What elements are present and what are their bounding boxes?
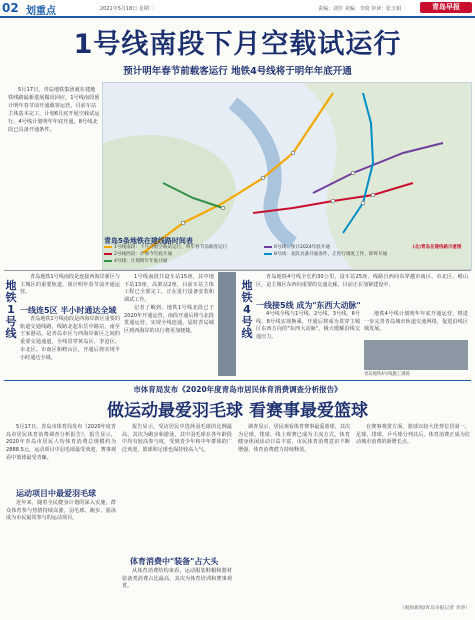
article2-subhead1: 运动项目中最爱羽毛球	[16, 489, 96, 498]
legend-item	[104, 259, 167, 266]
map-tag: (北)青岛在建线路示意图	[412, 245, 462, 250]
article2-para: 调查显示，居民观看体育赛事最爱篮球，其次为足球、排球，线上观赛已成为主流方式，体育健身休闲活动日益丰富，市民体育消费意识不断增强，体育消费潜力持续释放。	[238, 424, 350, 454]
article2-col1	[6, 424, 116, 463]
right-article-para: 4号线全线与1号线、2号线、3号线、6号线、8号线实现换乘，开通后将成为贯穿主城区东西方向的"东西大动脉"，极大缓解沿线交通压力。	[256, 311, 360, 341]
legend-item	[264, 245, 330, 252]
left-article-col2	[124, 274, 214, 336]
main-subheadline: 预计明年春节前载客运行 地铁4号线将于明年年底开通	[123, 66, 352, 77]
right-article-col1	[256, 274, 468, 289]
article2-para: 近年来，随着全民健身计划的深入实施，群众体育参与热情持续高涨，羽毛球、跑步、游泳成为市民最常参与的运动项目。	[6, 500, 116, 522]
right-article-col3	[364, 311, 468, 334]
legend-item-text: 4号线：计划明年年底开通	[114, 259, 168, 264]
left-article-subhead: 一线连5区 半小时通达全域	[20, 306, 117, 315]
right-article-caption: 青岛地铁4号线施工现场	[364, 372, 410, 377]
editor-credits: 责编：刘佳 美编：李琦 审读：张玉娟	[318, 6, 402, 12]
legend-item	[104, 252, 172, 259]
issue-date: 2021年5月18日 星期二	[100, 6, 154, 12]
legend-item-text: 6号线：预计2024年底开通	[274, 245, 330, 250]
article2-col2	[122, 424, 232, 455]
page-header	[0, 0, 475, 18]
article2-subhead2: 体育消费中"装备"占大头	[130, 557, 219, 566]
legend-item-text: 8号线：北段具备开通条件，正进行调度工作，即将开通	[274, 252, 388, 257]
right-article-col2	[256, 311, 360, 342]
section-divider	[4, 380, 471, 381]
article2-para: 报告显示，受访居民中选择羽毛球的比例最高，其次为跑步和游泳，其中羽毛球在各年龄段中均有较高参与度，受到青少年和中年群体的广泛欢迎，篮球和足球也保持较高人气。	[122, 424, 232, 454]
legend-item	[264, 252, 387, 259]
left-article-para: 记者了解到，地铁1号线北段已于2020年开通运营，南段开通后将与北段贯通运营，实现全线连通，届时青岛城区到西海岸的出行将更加便捷。	[124, 304, 214, 334]
right-article-para: 青岛地铁4号线全长约30公里，设车站25座，线路自西向东穿越市南区、市北区、崂山区，是主城区东西向重要的交通走廊，目前正在加紧建设中。	[256, 274, 468, 288]
side-label-line4: 地铁4号线	[241, 279, 253, 340]
side-label-line1: 地铁1号线	[5, 279, 17, 340]
newspaper-logo: 青岛早报	[420, 2, 472, 13]
left-article-photo	[218, 272, 236, 376]
article2-para: 从体育消费结构来看，运动服装鞋帽和器材装备类消费占比最高，其次为体育培训和赛事观赏。	[122, 568, 232, 590]
right-article-para: 地铁4号线计划明年年底开通运营，将进一步完善青岛城市轨道交通网络，促进沿线区域发展。	[364, 311, 468, 333]
article2-col2b	[122, 568, 232, 591]
page-number: 02	[2, 1, 19, 15]
article2-para: 在赛事观赏方面，篮球以较大优势位居第一，足球、排球、乒乓球分列其后，体育消费正成为拉动城市消费的新增长点。	[356, 424, 470, 446]
legend-item	[104, 245, 227, 252]
left-article-col1	[20, 274, 120, 297]
legend-item-text: 1号线南段：下月开始空载试运行，明年春节前载客运行	[114, 245, 228, 250]
left-article-para: 1号线南段共设车站15座，其中地下站13座，高架站2座，目前车站主体工程已全部完工，正在进行设备安装和调试工作。	[124, 274, 214, 304]
article2-col3	[238, 424, 350, 455]
left-article-para: 青岛地铁1号线南段是连接西海岸新区与主城区的重要轨道，预计明年春节前开通运营。	[20, 274, 120, 296]
legend-item-text: 2号线西段：计划今年底开通	[114, 252, 173, 257]
left-article-para: 青岛地铁1号线南段是西海岸新区重要的轨道交通线路，线路北起东岳中路站，南至王家港站，是青岛市区与西海岸新区之间的重要交通通道，全线贯穿黄岛区、李沧区、市北区、市南区和崂山区，开通后将实现半小时通达全域。	[20, 316, 120, 361]
section-title: 划重点	[26, 6, 56, 17]
map-title: 青岛5条地铁在建线路时间表	[104, 237, 193, 245]
article2-para: 5月17日，青岛市体育局发布《2020年度青岛市居民体育消费调查分析报告》，报告显示，2020年青岛市居民人均体育消费总规模约为2888.5元，运动项目中羽毛球最受欢迎，赛事观看中篮球最受青睐。	[6, 424, 116, 461]
main-headline: 1号线南段下月空载试运行	[73, 29, 402, 60]
right-article-subhead: 一线接5线 成为"东西大动脉"	[256, 301, 361, 310]
article2-kicker: 市体育局发布《2020年度青岛市居民体育消费调查分析报告》	[133, 385, 342, 394]
section-divider	[4, 270, 471, 271]
intro-paragraph: 5月17日，青岛地铁集团就在建地铁线路最新进展做出回应，1号线南段预计明年春节前开通载客运营，目前车站主体基本完工，计划6月底开展空载试运行，4号线计划明年年底开通，8号线北段已具备开通条件。	[8, 87, 100, 134]
article2-col4	[356, 424, 470, 447]
right-article-photo	[364, 340, 468, 370]
article2-col1b	[6, 500, 116, 523]
article2-credit: （观海新闻/青岛早报记者 李涛）	[399, 606, 470, 611]
left-article-col1b	[20, 316, 120, 362]
article2-headline: 做运动最爱羽毛球 看赛事最爱篮球	[107, 401, 368, 421]
